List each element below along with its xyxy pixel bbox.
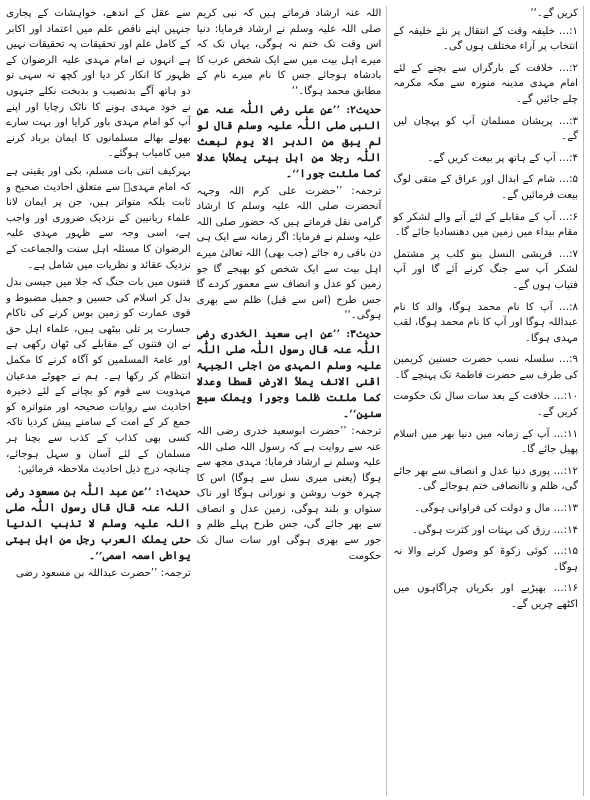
list-item: ۱۴:… رزق کی بہتات اور کثرت ہوگی۔ <box>412 524 579 536</box>
list-item: ۱۶:… بھیڑیے اور بکریاں چراگاہوں میں اکٹھے چریں گے۔ <box>393 583 579 610</box>
list-item: ۳:… پریشان مسلمان آپ کو پہچان لیں گے۔ <box>393 115 579 143</box>
paragraph: اللہ عنہ ارشاد فرماتے ہیں کہ نبی کریم صلی اللہ علیہ وسلم نے ارشاد فرمایا: دنیا اس وقت تک ختم نہ ہوگی، یہاں تک کہ میرے اہل بیت میں سے ایک شخص عرب کا بادشاہ ہوجائے جس کا نام میرے نام کے مطابق محمد ہوگا۔‘‘ <box>196 8 382 97</box>
list-item: ۷:… قریشی النسل بنو کلب پر مشتمل لشکر آپ سے جنگ کرنے آئے گا اور آپ فتیاب ہوں گے۔ <box>393 248 579 291</box>
list-item: ۱۳:… مال و دولت کی فراوانی ہوگی۔ <box>414 503 579 515</box>
column-middle <box>197 6 388 796</box>
list-item: ۱۲:… پوری دنیا عدل و انصاف سے بھر جائے گی، ظلم و ناانصافی ختم ہوجائے گی۔ <box>393 465 579 493</box>
paragraph: سے عقل کے اندھے، خواہشات کے پجاری جنہیں اپنے ناقص علم میں اعتماد اور اکابر کے کامل علم اور تحقیقات پہ تحقیقات نہیں ہے انہوں نے امام مہدی علیہ الرضوان کے ظہور کا انکار کر دیا اور کچھ نہ سہی تو دو ہاتھ آگے بدنصیب و بدبخت نکلے جنہوں نے خود مہدی ہونے کا ناٹک رچایا اور اپنے آپ کو امام مہدی باور کرایا اور بہت سارے بھولے بھالے مسلمانوں کا ایمان برباد کرنے میں کامیاب ہوگئے۔ <box>6 8 191 160</box>
paragraph: کریں گے۔‘‘ <box>530 8 579 19</box>
list-item: ۱:… خلیفہ وقت کے انتقال پر نئے خلیفہ کے انتخاب پر آراء مختلف ہوں گی۔ <box>393 25 579 53</box>
list-item: ۱۰:… خلافت کے بعد سات سال تک حکومت کریں گے۔ <box>393 391 579 419</box>
hadith-arabic-text: حدیث۳: ’’عن ابی سعید الخدری رضی اللّٰہ عنہ قال رسول اللّٰہ صلی اللّٰہ علیہ وسلم المہدی من اجلی الجبہۃ اقنی الانف یملأ الارض قسطا وعدلا کما ملئت ظلما وجورا ویملک سبع سنین‘‘۔ <box>196 327 382 420</box>
hadith-arabic-text: حدیث۱: ’’عن عبد اللّٰہ بن مسعود رضی اللہ عنہ قال قال رسول اللّٰہ صلی اللہ علیہ وسلم لا تذہب الدنیا حتی یملک العرب رجل من اہل بیتی یواطی اسمہ اسمی‘‘۔ <box>6 485 191 562</box>
paragraph: ترجمہ: ’’حضرت عبداللہ بن مسعود رضی <box>15 567 191 579</box>
list-item: ۲:… خلافت کے بارگراں سے بچنے کے لئے امام مہدی مدینہ منورہ سے مکہ مکرمہ چلے جائیں گے۔ <box>393 62 579 105</box>
list-item: ۸:… آپ کا نام محمد ہوگا، والد کا نام عبداللہ ہوگا اور آپ کا نام محمد ہوگا، لقب مہدی ہوگا۔ <box>393 301 579 344</box>
list-item: ۶:… آپ کے مقابلے کے لئے آنے والے لشکر کو مقام بیداء میں زمین میں دھنسادیا جائے گا۔ <box>393 211 579 239</box>
list-item: ۴:… آپ کے ہاتھ پر بیعت کریں گے۔ <box>427 152 579 164</box>
list-item: ۱۵:… کوئی زکوۃ کو وصول کرنے والا نہ ہوگا۔ <box>393 546 579 573</box>
paragraph: بہرکیف اتنی بات مسلم، بکی اور یقینی ہے کہ امام مہدیؑ سے متعلق احادیث صحیح و ثابت بلکہ متواتر ہیں، جن پر ایمان لانا علماء ربانیین کے نزدیک ضروری اور واجب ہے، اسی وجہ سے ظہور مہدی علیہ الرضوان کا مسئلہ اہل سنت والجماعت کے نزدیک عقائد و نظریات میں شامل ہے۔ <box>6 165 191 271</box>
list-item: ۱۱:… آپ کے زمانہ میں دنیا بھر میں اسلام پھیل جائے گا۔ <box>393 428 579 456</box>
column-right <box>6 6 191 796</box>
column-left <box>393 6 584 796</box>
paragraph: فتنوں میں بات جنگ کہ جلا میں جیسی بدل بدل کر اسلام کی حسین و جمیل مضبوط و قوی عمارت کو زمین بوس کرنے کی ناکام جسارت پر تلی بیٹھی ہیں، علماء اہل حق نے ان فتنوں کے مقابلے کی ٹھان رکھی ہے اور عامۃ المسلمین کو آگاہ کرنے کا مکمل انتظام کر رکھا ہے۔ ہم نے جھوٹے مدعیان مہدویت سے قوم کو بچانے کے لئے ذخیرہ احادیث سے روایات صحیحہ اور متواترہ کو جمع کر کے امت کے سامنے پیش کردیا تاکہ کسی بھی کذاب کے کذب سے بچنا ہر مسلمان کے لئے آسان و سہل ہوجائے، چنانچہ درج ذیل احادیث ملاحظہ فرمائیں: <box>6 277 191 476</box>
list-item: ۵:… شام کے ابدال اور عراق کے متقی لوگ بیعت فرمائیں گے۔ <box>393 174 579 201</box>
list-item: ۹:… سلسلہ نسب حضرت حسنین کریمین کی طرف سے حضرت فاطمۃ تک پہنچے گا۔ <box>393 354 579 381</box>
hadith-arabic-text: حدیث۲: ’’عن علی رضی اللّٰہ عنہ عن النبی صلی اللّٰہ علیہ وسلم قال لو لم یبق من الدہر الا یوم لبعث اللّٰہ رجلا من اہل بیتی یملأہا عدلا کما ملئت جورا‘‘۔ <box>196 103 382 180</box>
paragraph: ترجمہ: ’’حضرت ابوسعید خدری رضی اللہ عنہ سے روایت ہے کہ رسول اللہ صلی اللہ علیہ وسلم نے ارشاد فرمایا: مہدی مجھ سے ہوگا (یعنی میری نسل سے ہوگا) اس کا چہرہ خوب روشن و نورانی ہوگا اور ناک ستواں و بلند ہوگی، زمین عدل و انصاف سے بھر جائے گی، جس طرح پہلے ظلم و جور سے بھری ہوگی اور سات سال تک حکومت <box>196 425 382 562</box>
paragraph: ترجمہ: ’’حضرت علی کرم اللہ وجہہ آنحضرت صلی اللہ علیہ وسلم کا ارشاد گرامی نقل فرماتے ہیں کہ حضور صلی اللہ علیہ وسلم نے فرمایا: اگر زمانہ سے ایک ہی دن باقی رہ جائے (جب بھی) اللہ تعالیٰ میرے اہل بیت سے ایک شخص کو بھیجے گا جو زمین کو عدل و انصاف سے معمور کردے گا جس طرح (اس سے قبل) ظلم سے بھری ہوگی۔‘‘ <box>196 185 382 322</box>
